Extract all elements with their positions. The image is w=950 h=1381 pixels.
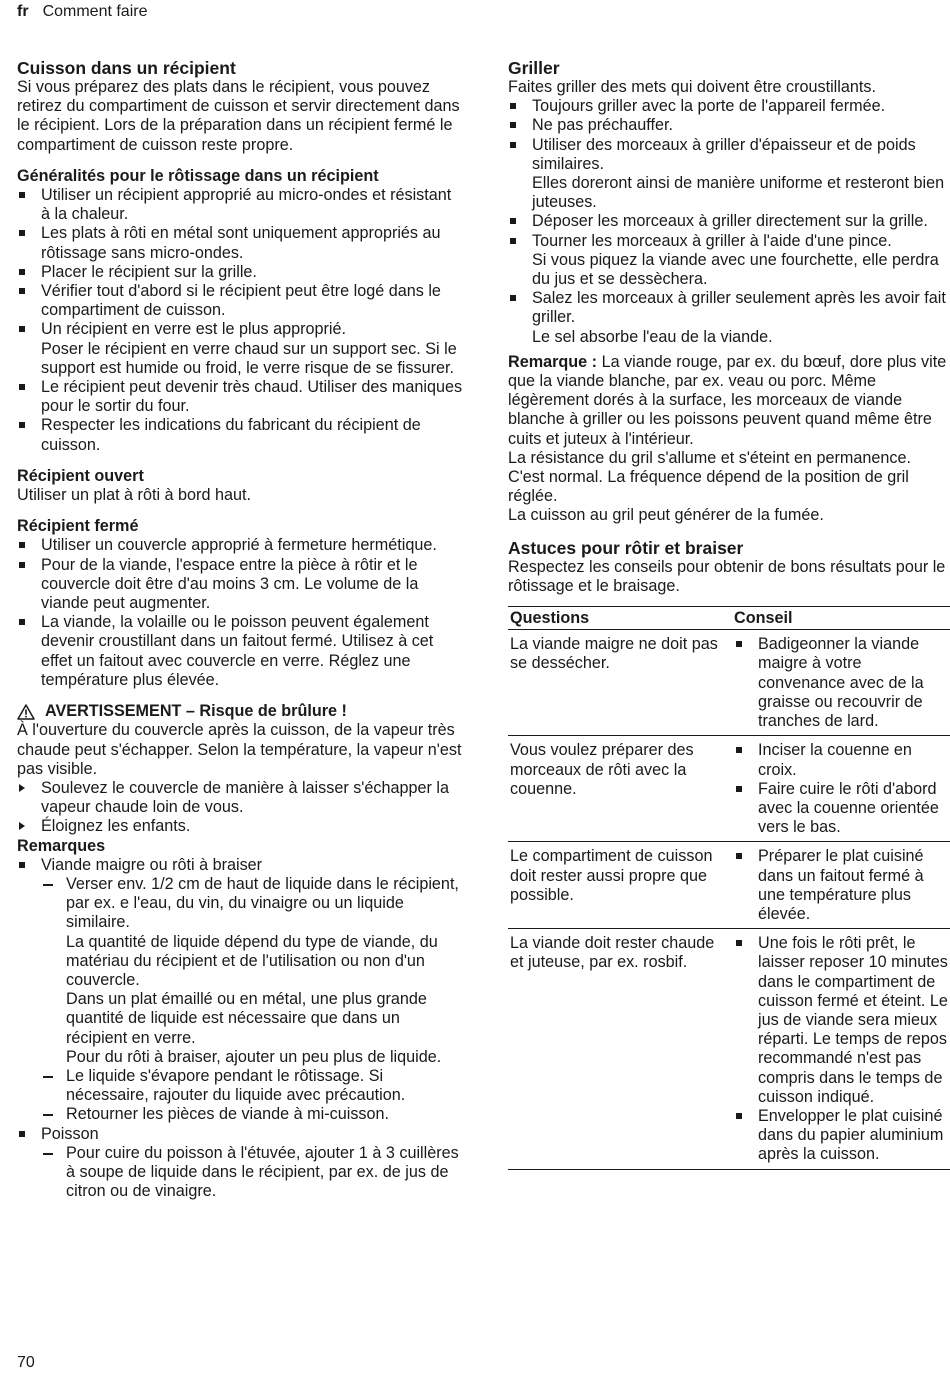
list-item-note: Si vous piquez la viande avec une fourchette, elle perdra du jus et se dessèchera. bbox=[532, 250, 939, 289]
sub-item-note: Dans un plat émaillé ou en métal, une plus grande quantité de liquide est nécessaire que dans un récipient en verre. bbox=[66, 990, 427, 1047]
sub-item: Retourner les pièces de viande à mi-cuisson. bbox=[41, 1105, 464, 1124]
list-item-note: Elles doreront ainsi de manière uniforme et resteront bien juteuses. bbox=[532, 174, 945, 212]
general-title: Généralités pour le rôtissage dans un récipient bbox=[17, 166, 379, 185]
section-title-griller: Griller bbox=[508, 58, 560, 78]
advice-item: Badigeonner la viande maigre à votre convenance avec de la graisse ou recouvrir de tranches de lard. bbox=[734, 635, 948, 731]
closed-recipient-list bbox=[17, 536, 464, 690]
astuces-intro: Respectez les conseils pour obtenir de bons résultats pour le rôtissage et le braisage. bbox=[508, 557, 946, 595]
section-title-astuces: Astuces pour rôtir et braiser bbox=[508, 537, 744, 558]
list-item: Déposer les morceaux à griller directement sur la grille. bbox=[508, 212, 950, 231]
tips-table bbox=[508, 606, 950, 1169]
list-item: Le récipient peut devenir très chaud. Utiliser des maniques pour le sortir du four. bbox=[17, 378, 464, 416]
list-item: Ne pas préchauffer. bbox=[508, 116, 950, 135]
advice-item: Une fois le rôti prêt, le laisser reposer 10 minutes dans le compartiment de cuisson fermé et éteint. Le jus de viande sera mieux réparti. Le temps de repos recommandé n'est pas compris dans le temps de cuisson indiqué. bbox=[734, 934, 948, 1107]
griller-remark-3: La cuisson au gril peut générer de la fumée. bbox=[508, 506, 824, 525]
griller-remark: Remarque : La viande rouge, par ex. du bœuf, dore plus vite que la viande blanche, par ex. veau ou porc. Même légèrement dorés à la surface, les morceaux de viande blanche à griller ou les poissons peuvent quand même être cuits et juteux à l'intérieur. bbox=[508, 352, 947, 448]
griller-remark-2: La résistance du gril s'allume et s'éteint en permanence. C'est normal. La fréquence dépend de la position de gril réglée. bbox=[508, 448, 911, 506]
list-item: Vérifier tout d'abord si le récipient peut être logé dans le compartiment de cuisson. bbox=[17, 282, 464, 320]
closed-recipient-title: Récipient fermé bbox=[17, 517, 139, 536]
list-item-note: Poser le récipient en verre chaud sur un support sec. Si le support est humide ou froid, le verre risque de se fissurer. bbox=[41, 339, 457, 377]
sub-item-note: La quantité de liquide dépend du type de viande, du matériau du récipient et de l'utilisation ou non d'un couvercle. bbox=[66, 932, 438, 989]
action-item: Soulevez le couvercle de manière à laisser s'échapper la vapeur chaude loin de vous. bbox=[17, 779, 464, 817]
advice-cell bbox=[732, 736, 950, 842]
list-item: Tourner les morceaux à griller à l'aide d'une pince. Si vous piquez la viande avec une fourchette, elle perdra du jus et se dessèchera. bbox=[508, 232, 950, 290]
language-code: fr bbox=[17, 3, 29, 20]
remark-label: Remarque : bbox=[508, 352, 598, 371]
table-row bbox=[508, 630, 950, 736]
sub-item: Verser env. 1/2 cm de haut de liquide dans le récipient, par ex. e l'eau, du vin, du vinaigre ou un liquide similaire. La quantité de liquide dépend du type de viande, du matériau du récipient et de l'utilisation ou non d'un couvercle. Dans un plat émaillé ou en métal, une plus grande quantité de liquide est nécessaire que dans un récipient en verre. Pour du rôti à braiser, ajouter un peu plus de liquide. bbox=[41, 875, 464, 1067]
list-item: Pour de la viande, l'espace entre la pièce à rôtir et le couvercle doit être d'au moins 3 cm. Le volume de la viande peut augmenter. bbox=[17, 556, 464, 614]
remarks-title: Remarques bbox=[17, 836, 106, 855]
list-item: Placer le récipient sur la grille. bbox=[17, 263, 464, 282]
question-cell: La viande maigre ne doit pas se dessécher. bbox=[508, 630, 732, 736]
advice-cell bbox=[732, 842, 950, 929]
page-header bbox=[17, 2, 147, 21]
open-recipient-text: Utiliser un plat à rôti à bord haut. bbox=[17, 486, 251, 505]
list-item: Salez les morceaux à griller seulement après les avoir fait griller. Le sel absorbe l'eau de la viande. bbox=[508, 289, 950, 347]
section-title-recipient: Cuisson dans un récipient bbox=[17, 58, 236, 78]
list-item: Utiliser un récipient approprié au micro-ondes et résistant à la chaleur. bbox=[17, 186, 464, 224]
list-item: Les plats à rôti en métal sont uniquement appropriés au rôtissage sans micro-ondes. bbox=[17, 224, 464, 262]
advice-cell bbox=[732, 929, 950, 1169]
recipient-intro: Si vous préparez des plats dans le récipient, vous pouvez retirez du compartiment de cuisson et servir directement dans le récipient. Lors de la préparation dans un récipient fermé le compartiment de cuisson reste propre. bbox=[17, 78, 460, 154]
advice-item: Inciser la couenne en croix. bbox=[734, 741, 948, 779]
table-row bbox=[508, 929, 950, 1169]
remarks-list bbox=[17, 856, 464, 1202]
table-row bbox=[508, 736, 950, 842]
advice-item: Faire cuire le rôti d'abord avec la couenne orientée vers le bas. bbox=[734, 780, 948, 838]
right-column bbox=[508, 58, 950, 1170]
advice-item: Envelopper le plat cuisiné dans du papier aluminium après la cuisson. bbox=[734, 1107, 948, 1165]
question-cell: La viande doit rester chaude et juteuse, par ex. rosbif. bbox=[508, 929, 732, 1169]
sub-list bbox=[41, 1144, 464, 1202]
table-header-row bbox=[508, 607, 950, 630]
warning-actions bbox=[17, 779, 464, 837]
section-name: Comment faire bbox=[42, 3, 148, 20]
left-column bbox=[17, 58, 464, 1201]
list-item: Viande maigre ou rôti à braiser Verser env. 1/2 cm de haut de liquide dans le récipient, par ex. e l'eau, du vin, du vinaigre ou un liquide similaire. La quantité de liquide dépend du type de viande, du matériau du récipient et de l'utilisation ou non d'un couvercle. Dans un plat émaillé ou en métal, une plus grande quantité de liquide est nécessaire que dans un récipient en verre. Pour du rôti à braiser, ajouter un peu plus de liquide. Le liquide s'évapore pendant le rôtissage. Si nécessaire, rajouter du liquide avec précaution. Retourner les pièces de viande à mi-cuisson. bbox=[17, 856, 464, 1125]
advice-item: Préparer le plat cuisiné dans un faitout fermé à une température plus élevée. bbox=[734, 847, 948, 924]
list-item-note: Le sel absorbe l'eau de la viande. bbox=[532, 327, 773, 346]
question-cell: Le compartiment de cuisson doit rester aussi propre que possible. bbox=[508, 842, 732, 929]
page-number: 70 bbox=[17, 1354, 35, 1371]
griller-intro: Faites griller des mets qui doivent être croustillants. bbox=[508, 78, 876, 96]
warning-triangle-icon bbox=[17, 704, 35, 720]
question-cell: Vous voulez préparer des morceaux de rôti avec la couenne. bbox=[508, 736, 732, 842]
list-item: Utiliser un couvercle approprié à fermeture hermétique. bbox=[17, 536, 464, 555]
warning-title: AVERTISSEMENT – Risque de brûlure ! bbox=[45, 702, 347, 721]
list-item: Un récipient en verre est le plus approprié. Poser le récipient en verre chaud sur un support sec. Si le support est humide ou froid, le verre risque de se fissurer. bbox=[17, 320, 464, 378]
column-header-questions: Questions bbox=[508, 607, 732, 630]
list-item: Utiliser des morceaux à griller d'épaisseur et de poids similaires. Elles doreront ainsi de manière uniforme et resteront bien juteuses. bbox=[508, 136, 950, 213]
list-item: Poisson Pour cuire du poisson à l'étuvée, ajouter 1 à 3 cuillères à soupe de liquide dans le récipient, par ex. de jus de citron ou de vinaigre. bbox=[17, 1125, 464, 1202]
action-item: Éloignez les enfants. bbox=[17, 817, 464, 836]
advice-cell bbox=[732, 630, 950, 736]
griller-list bbox=[508, 97, 950, 347]
sub-item-note: Pour du rôti à braiser, ajouter un peu plus de liquide. bbox=[66, 1047, 442, 1066]
warning-heading bbox=[17, 702, 464, 721]
sub-list bbox=[41, 875, 464, 1125]
warning-text: À l'ouverture du couvercle après la cuisson, de la vapeur très chaude peut s'échapper. Selon la température, la vapeur n'est pas visible. bbox=[17, 721, 462, 778]
list-item: La viande, la volaille ou le poisson peuvent également devenir croustillant dans un faitout fermé. Utilisez à cet effet un faitout avec couvercle en verre. Réglez une température plus élevée. bbox=[17, 613, 464, 690]
open-recipient-title: Récipient ouvert bbox=[17, 466, 144, 485]
list-item: Respecter les indications du fabricant du récipient de cuisson. bbox=[17, 416, 464, 454]
table-row bbox=[508, 842, 950, 929]
sub-item: Le liquide s'évapore pendant le rôtissage. Si nécessaire, rajouter du liquide avec précaution. bbox=[41, 1067, 464, 1105]
column-header-conseil: Conseil bbox=[732, 607, 950, 630]
sub-item: Pour cuire du poisson à l'étuvée, ajouter 1 à 3 cuillères à soupe de liquide dans le récipient, par ex. de jus de citron ou de vinaigre. bbox=[41, 1144, 464, 1202]
general-list bbox=[17, 186, 464, 455]
list-item: Toujours griller avec la porte de l'appareil fermée. bbox=[508, 97, 950, 116]
